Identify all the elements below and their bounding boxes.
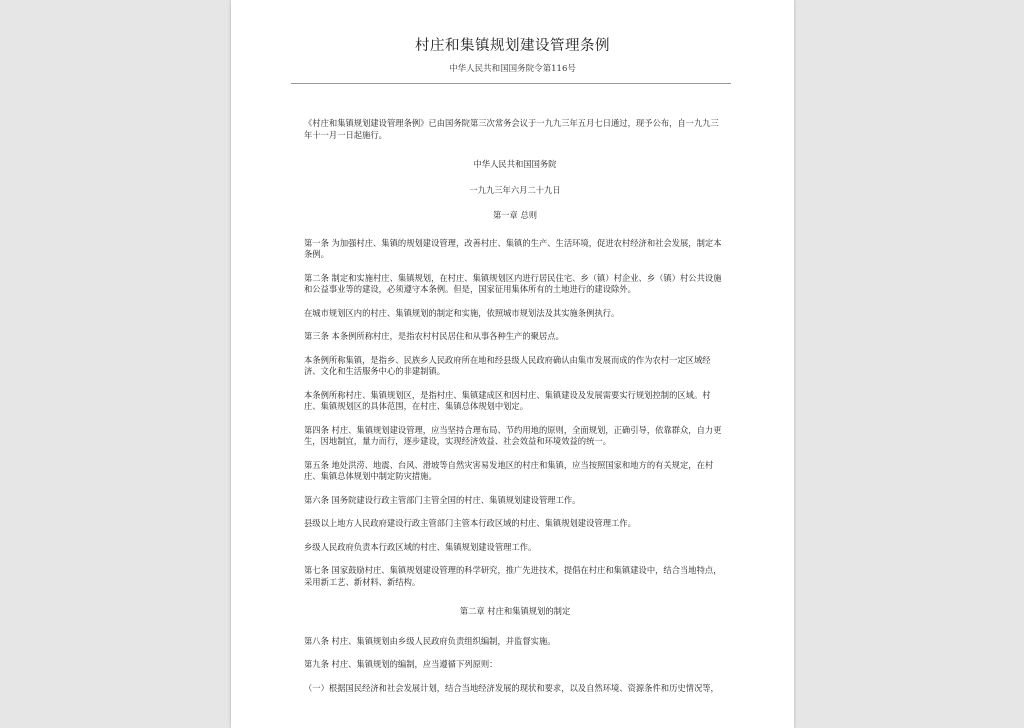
article-paragraph: 本条例所称集镇，是指乡、民族乡人民政府所在地和经县级人民政府确认由集市发展而成的作为农村一定区域经济、文化和生活服务中心的非建制镇。	[304, 354, 711, 376]
article-paragraph: 本条例所称村庄、集镇规划区，是指村庄、集镇建成区和因村庄、集镇建设及发展需要实行规划控制的区域。村庄、集镇规划区的具体范围，在村庄、集镇总体规划中划定。	[304, 389, 711, 411]
document-body	[304, 118, 726, 694]
intro-paragraph: 《村庄和集镇规划建设管理条例》已由国务院第三次常务会议于一九九三年五月七日通过，现予公布，自一九九三年十一月一日起施行。	[304, 118, 719, 140]
article-paragraph: 第六条 国务院建设行政主管部门主管全国的村庄、集镇规划建设管理工作。	[304, 494, 581, 505]
decree-number: 中华人民共和国国务院令第116号	[449, 64, 576, 74]
chapter-heading: 第一章 总则	[492, 210, 538, 220]
article-paragraph: 第五条 地处洪涝、地震、台风、滑坡等自然灾害易发地区的村庄和集镇，应当按照国家和地方的有关规定，在村庄、集镇总体规划中制定防灾措施。	[304, 459, 714, 481]
article-paragraph: 第二条 制定和实施村庄、集镇规划，在村庄、集镇规划区内进行居民住宅、乡（镇）村企业、乡（镇）村公共设施和公益事业等的建设，必须遵守本条例。但是，国家征用集体所有的土地进行的建设除外。	[304, 272, 722, 294]
article-paragraph: （一）根据国民经济和社会发展计划，结合当地经济发展的现状和要求，以及自然环境、资源条件和历史情况等，	[304, 682, 719, 693]
article-paragraph: 县级以上地方人民政府建设行政主管部门主管本行政区域的村庄、集镇规划建设管理工作。	[304, 518, 636, 528]
issuer-line: 中华人民共和国国务院	[473, 159, 557, 169]
document-page[interactable]	[231, 0, 794, 728]
article-paragraph: 第一条 为加强村庄、集镇的规划建设管理，改善村庄、集镇的生产、生活环境，促进农村经济和社会发展，制定本条例。	[304, 237, 722, 259]
article-paragraph: 第八条 村庄、集镇规划由乡级人民政府负责组织编制，并监督实施。	[304, 635, 556, 646]
article-paragraph: 乡级人民政府负责本行政区域的村庄、集镇规划建设管理工作。	[304, 541, 537, 552]
article-paragraph: 第四条 村庄、集镇规划建设管理，应当坚持合理布局、节约用地的原则，全面规划，正确引导，依靠群众，自力更生，因地制宜，量力而行，逐步建设，实现经济效益、社会效益和环境效益的统一。	[304, 424, 722, 446]
document-title: 村庄和集镇规划建设管理条例	[415, 38, 610, 54]
article-paragraph: 在城市规划区内的村庄、集镇规划的制定和实施，依照城市规划法及其实施条例执行。	[304, 307, 620, 318]
article-paragraph: 第九条 村庄、集镇规划的编制，应当遵循下列原则：	[304, 659, 498, 669]
article-paragraph: 第三条 本条例所称村庄，是指农村村民居住和从事各种生产的聚居点。	[304, 331, 564, 341]
chapter-heading: 第二章 村庄和集镇规划的制定	[459, 606, 571, 616]
title-divider	[291, 83, 731, 84]
article-paragraph: 第七条 国家鼓励村庄、集镇规划建设管理的科学研究，推广先进技术，提倡在村庄和集镇建设中，结合当地特点，采用新工艺、新材料、新结构。	[304, 565, 722, 587]
date-line: 一九九三年六月二十九日	[469, 184, 561, 195]
